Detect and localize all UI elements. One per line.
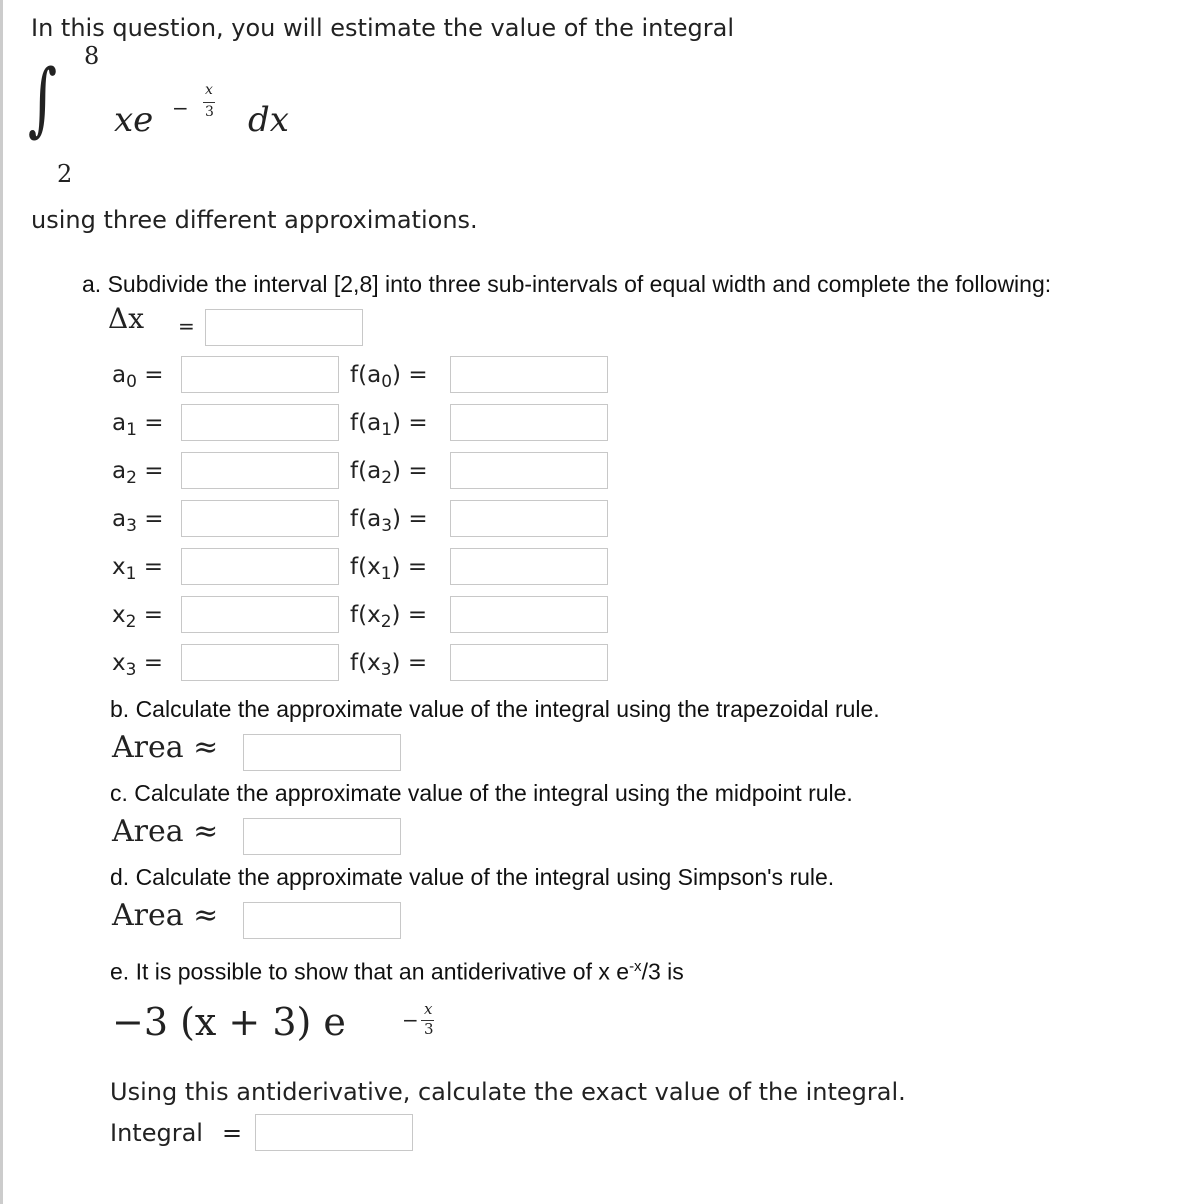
var-name: x	[112, 554, 126, 580]
area-label-d: Area ≈	[112, 898, 219, 933]
simpson-area-input[interactable]	[243, 902, 401, 939]
f-var: x	[367, 650, 381, 676]
part-d-text: d. Calculate the approximate value of the integral using Simpson's rule.	[110, 864, 835, 890]
f-subscript: 2	[381, 468, 393, 488]
f-var: a	[367, 506, 382, 532]
antiderivative: −3 (x + 3) e	[112, 1000, 346, 1044]
a1-input[interactable]	[181, 404, 339, 441]
equals: =	[407, 602, 428, 628]
f-subscript: 0	[381, 372, 393, 392]
f-close: )	[391, 650, 401, 676]
f-close: )	[392, 410, 401, 436]
f-open: f(	[350, 506, 368, 532]
f-close: )	[392, 458, 401, 484]
var-name: a	[112, 410, 127, 436]
equals: =	[222, 1119, 243, 1147]
var-subscript: 3	[125, 660, 137, 680]
f-subscript: 2	[380, 612, 392, 632]
anti-exp-denominator: 3	[424, 1020, 434, 1038]
row-label	[112, 410, 164, 440]
upper-limit: 8	[84, 42, 100, 70]
equals: =	[144, 362, 164, 388]
f-x1-input[interactable]	[450, 548, 608, 585]
equals: =	[144, 410, 164, 436]
row-label	[112, 506, 164, 536]
a0-input[interactable]	[181, 356, 339, 393]
equals: =	[144, 506, 164, 532]
f-x2-input[interactable]	[450, 596, 608, 633]
f-a2-input[interactable]	[450, 452, 608, 489]
row-label	[112, 362, 164, 392]
anti-exp-numerator: x	[424, 1000, 433, 1018]
f-a1-input[interactable]	[450, 404, 608, 441]
part-e-text-2: Using this antiderivative, calculate the exact value of the integral.	[110, 1078, 906, 1106]
equals: =	[407, 554, 428, 580]
var-subscript: 0	[126, 372, 137, 392]
f-open: f(	[350, 410, 368, 436]
exp-numerator: x	[205, 82, 213, 98]
a3-input[interactable]	[181, 500, 339, 537]
f-row-label	[350, 650, 427, 680]
var-subscript: 3	[126, 516, 137, 536]
f-open: f(	[350, 602, 368, 628]
f-subscript: 1	[380, 564, 392, 584]
f-x3-input[interactable]	[450, 644, 608, 681]
intro-text: In this question, you will estimate the value of the integral	[31, 14, 735, 42]
f-subscript: 3	[381, 516, 393, 536]
row-label	[112, 554, 163, 584]
f-var: a	[367, 362, 382, 388]
row-label	[112, 602, 163, 632]
f-subscript: 3	[380, 660, 392, 680]
f-row-label	[350, 458, 428, 488]
var-name: a	[112, 362, 127, 388]
var-subscript: 1	[125, 564, 137, 584]
exp-fraction-bar	[203, 102, 215, 103]
f-open: f(	[350, 650, 368, 676]
f-subscript: 1	[381, 420, 393, 440]
integral-label: Integral	[110, 1119, 203, 1147]
equals: =	[408, 458, 428, 484]
delta-x-input[interactable]	[205, 309, 363, 346]
dx: dx	[248, 100, 289, 140]
f-a0-input[interactable]	[450, 356, 608, 393]
f-var: x	[367, 602, 381, 628]
f-a3-input[interactable]	[450, 500, 608, 537]
var-subscript: 1	[126, 420, 137, 440]
f-close: )	[391, 554, 401, 580]
part-e-sup: -x	[629, 958, 642, 975]
part-a-text: a. Subdivide the interval [2,8] into three sub-intervals of equal width and complete the following:	[82, 271, 1052, 297]
f-close: )	[392, 362, 401, 388]
area-label-b: Area ≈	[112, 730, 219, 765]
x1-input[interactable]	[181, 548, 339, 585]
equals: =	[407, 650, 428, 676]
anti-exp-minus: −	[402, 1008, 419, 1032]
part-e-text-post: /3 is	[641, 958, 684, 985]
f-open: f(	[350, 554, 368, 580]
f-row-label	[350, 602, 427, 632]
exp-minus: −	[172, 96, 189, 120]
integral-sign: ∫	[28, 52, 58, 145]
midpoint-area-input[interactable]	[243, 818, 401, 855]
lower-limit: 2	[57, 160, 73, 188]
left-border	[0, 0, 3, 1204]
f-close: )	[391, 602, 401, 628]
intro-text-2: using three different approximations.	[31, 206, 478, 234]
f-row-label	[350, 410, 428, 440]
equals: =	[408, 410, 428, 436]
f-var: a	[367, 458, 382, 484]
f-open: f(	[350, 458, 368, 484]
equals: =	[408, 362, 428, 388]
part-c-text: c. Calculate the approximate value of the integral using the midpoint rule.	[110, 780, 853, 806]
part-e-text	[110, 958, 684, 986]
area-label-c: Area ≈	[112, 814, 219, 849]
equals: =	[144, 458, 164, 484]
row-label	[112, 650, 163, 680]
delta-x-label: Δx	[108, 302, 145, 335]
equals: =	[143, 602, 164, 628]
equals: =	[408, 506, 428, 532]
equals: =	[143, 554, 164, 580]
f-row-label	[350, 554, 427, 584]
trapezoidal-area-input[interactable]	[243, 734, 401, 771]
equals: =	[178, 314, 195, 338]
exact-integral-input[interactable]	[255, 1114, 413, 1151]
row-label	[112, 458, 164, 488]
equals: =	[143, 650, 164, 676]
var-name: a	[112, 506, 127, 532]
var-subscript: 2	[126, 468, 137, 488]
f-open: f(	[350, 362, 368, 388]
var-name: a	[112, 458, 127, 484]
x2-input[interactable]	[181, 596, 339, 633]
f-close: )	[392, 506, 401, 532]
a2-input[interactable]	[181, 452, 339, 489]
f-var: a	[367, 410, 382, 436]
part-b-text: b. Calculate the approximate value of the integral using the trapezoidal rule.	[110, 696, 880, 722]
exp-denominator: 3	[205, 104, 214, 120]
var-subscript: 2	[125, 612, 137, 632]
part-e-text-pre: e. It is possible to show that an antiderivative of x e	[110, 958, 630, 985]
var-name: x	[112, 602, 126, 628]
f-var: x	[367, 554, 381, 580]
f-row-label	[350, 362, 428, 392]
f-row-label	[350, 506, 428, 536]
x3-input[interactable]	[181, 644, 339, 681]
var-name: x	[112, 650, 126, 676]
integrand: xe	[114, 100, 154, 140]
